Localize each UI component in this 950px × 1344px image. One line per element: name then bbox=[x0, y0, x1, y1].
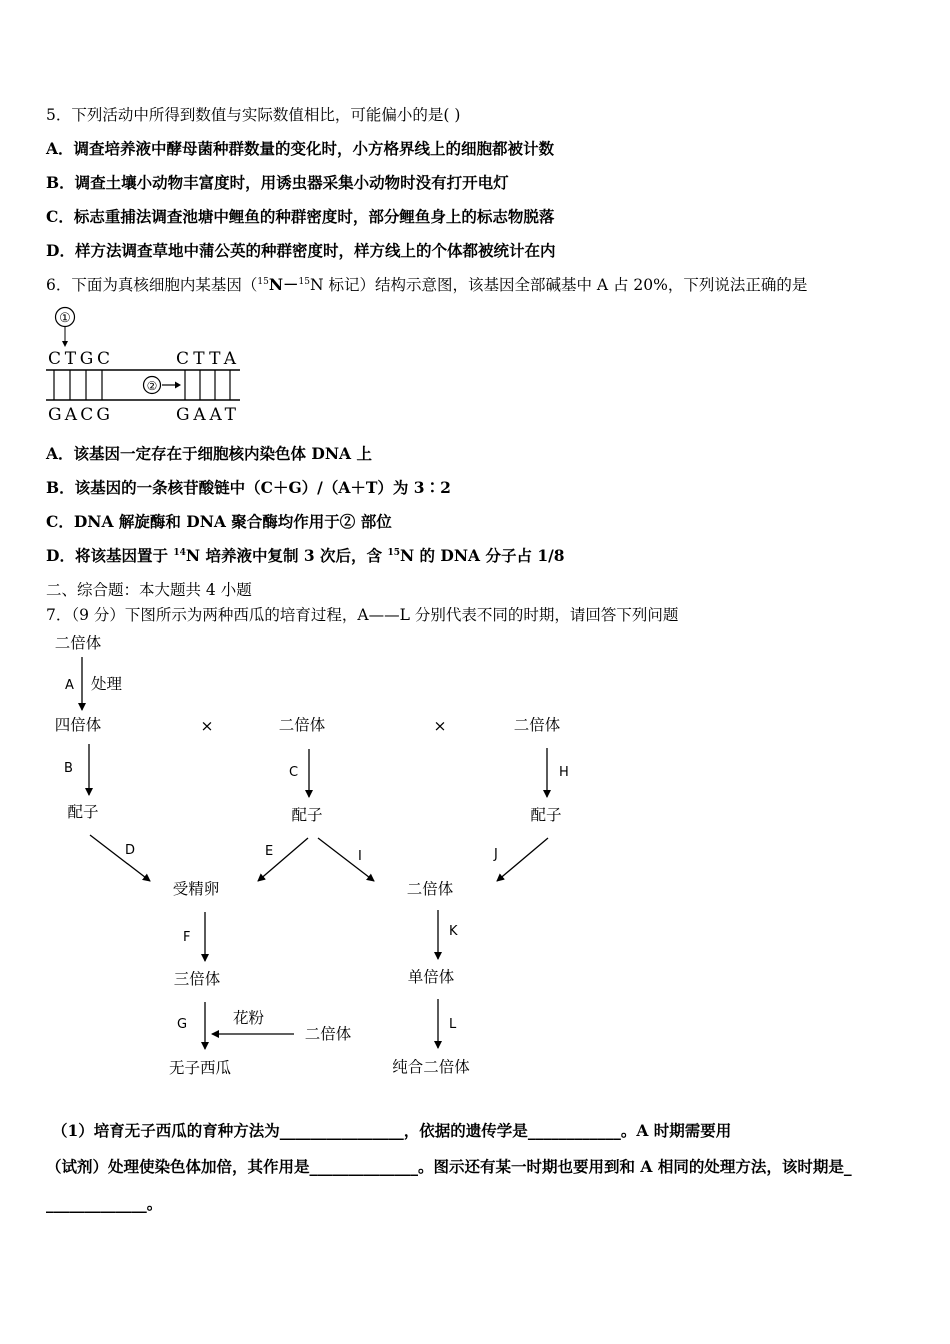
label-l: L bbox=[449, 1017, 457, 1032]
label-2: ② bbox=[146, 379, 158, 393]
node-gamete-right: 配子 bbox=[530, 806, 562, 824]
label-e: E bbox=[265, 844, 274, 859]
answer-blank-4-start[interactable]: _ bbox=[843, 1157, 852, 1176]
q5-option-a: A．调查培养液中酵母菌种群数量的变化时，小方格界线上的细胞都被计数 bbox=[46, 139, 555, 158]
node-triploid: 三倍体 bbox=[173, 970, 221, 988]
q6-stem: 6．下面为真核细胞内某基因（$^{15}$N－$^{15}$N 标记）结构示意图，该基因全部碱基中 A 占 20%，下列说法正确的是 bbox=[46, 275, 808, 294]
node-gamete-mid: 配子 bbox=[291, 806, 323, 824]
node-seedless-watermelon: 无子西瓜 bbox=[168, 1059, 232, 1077]
answer-blank-4[interactable]: _____________ bbox=[46, 1194, 147, 1213]
arrow-d bbox=[90, 835, 150, 881]
q6-option-c: C．DNA 解旋酶和 DNA 聚合酶均作用于② 部位 bbox=[46, 512, 392, 531]
label-1-arrowhead bbox=[62, 341, 68, 347]
q7-stem: 7．（9 分）下图所示为两种西瓜的培育过程，A——L 分别代表不同的时期，请回答下列问题 bbox=[46, 606, 679, 624]
node-pure-diploid: 纯合二倍体 bbox=[392, 1058, 470, 1076]
label-d: D bbox=[125, 843, 136, 858]
label-c: C bbox=[289, 765, 299, 780]
cross-symbol-2: × bbox=[433, 717, 447, 735]
node-haploid: 单倍体 bbox=[407, 968, 455, 986]
label-b: B bbox=[64, 761, 73, 776]
watermelon-breeding-diagram bbox=[0, 625, 950, 1090]
label-k: K bbox=[449, 924, 458, 939]
section-heading: 二、综合题：本大题共 4 小题 bbox=[46, 581, 252, 599]
label-h: H bbox=[559, 765, 569, 780]
q7-sub1-line3: _____________。 bbox=[46, 1194, 163, 1213]
q5-option-b: B．调查土壤小动物丰富度时，用诱虫器采集小动物时没有打开电灯 bbox=[46, 173, 509, 192]
node-gamete-left: 配子 bbox=[67, 803, 99, 821]
label-1: ① bbox=[59, 311, 71, 326]
label-i: I bbox=[358, 849, 362, 864]
bottom-strand-right: GAAT bbox=[176, 405, 236, 425]
top-strand-right: CTTA bbox=[176, 349, 236, 369]
node-diploid-top: 二倍体 bbox=[54, 634, 102, 652]
base-pair-bonds bbox=[54, 370, 230, 400]
label-treat: 处理 bbox=[91, 675, 123, 693]
answer-blank-3[interactable]: ______________ bbox=[309, 1157, 419, 1176]
top-strand-left: CTGC bbox=[48, 349, 110, 369]
node-tetraploid: 四倍体 bbox=[54, 716, 102, 734]
q6-option-b: B．该基因的一条核苷酸链中（C＋G）/（A＋T）为 3∶2 bbox=[46, 478, 451, 497]
node-diploid-right: 二倍体 bbox=[513, 716, 561, 734]
label-j: J bbox=[494, 847, 498, 862]
label-2-arrowhead bbox=[175, 382, 181, 389]
arrow-i bbox=[318, 838, 374, 881]
node-zygote: 受精卵 bbox=[172, 880, 220, 898]
node-diploid-center: 二倍体 bbox=[406, 880, 454, 898]
label-a: A bbox=[65, 678, 74, 693]
cross-symbol-1: × bbox=[200, 717, 214, 735]
q5-stem: 5．下列活动中所得到数值与实际数值相比，可能偏小的是( ) bbox=[46, 106, 461, 124]
answer-blank-2[interactable]: ____________ bbox=[527, 1121, 621, 1140]
q6-option-d: D．将该基因置于 $^{14}$N 培养液中复制 3 次后，含 $^{15}$N 的 DNA 分子占 1/8 bbox=[46, 546, 565, 565]
q7-sub1-line1: （1）培育无子西瓜的育种方法为________________，依据的遗传学是____________。A 时期需要用 bbox=[52, 1121, 732, 1140]
q7-sub1-line2: （试剂）处理使染色体加倍，其作用是______________。图示还有某一时期也要用到和 A 相同的处理方法，该时期是_ bbox=[46, 1157, 852, 1176]
label-pollen: 花粉 bbox=[233, 1009, 265, 1027]
node-diploid-mid: 二倍体 bbox=[278, 716, 326, 734]
dna-structure-figure bbox=[44, 304, 244, 428]
arrow-j bbox=[497, 838, 548, 881]
q5-option-d: D．样方法调查草地中蒲公英的种群密度时，样方线上的个体都被统计在内 bbox=[46, 241, 556, 260]
q6-option-a: A．该基因一定存在于细胞核内染色体 DNA 上 bbox=[46, 444, 372, 463]
node-diploid-pollen: 二倍体 bbox=[304, 1025, 352, 1043]
label-f: F bbox=[183, 930, 191, 945]
bottom-strand-left: GACG bbox=[48, 405, 110, 425]
label-g: G bbox=[177, 1017, 188, 1032]
answer-blank-1[interactable]: ________________ bbox=[279, 1121, 404, 1140]
q5-option-c: C．标志重捕法调查池塘中鲤鱼的种群密度时，部分鲤鱼身上的标志物脱落 bbox=[46, 207, 555, 226]
